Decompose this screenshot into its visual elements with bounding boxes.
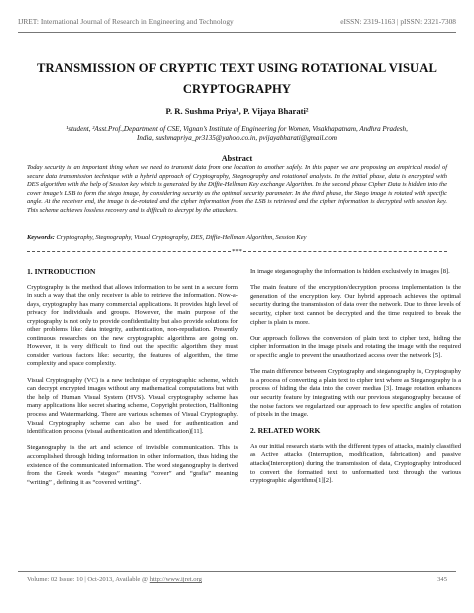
affiliation xyxy=(20,125,454,143)
footer-url-link[interactable]: http://www.ijret.org xyxy=(149,576,202,583)
journal-header xyxy=(18,17,456,26)
paper-title: TRANSMISSION OF CRYPTIC TEXT USING ROTATIONAL VISUAL CRYPTOGRAPHY xyxy=(37,61,437,96)
section-heading-related-work: 2. RELATED WORK xyxy=(250,426,321,436)
paragraph: Steganography is the art and science of invisible communication. This is accomplished through hiding information in other information, thus hiding the existence of the communicated information. The word steganography is derived from the Greek words “stegos” meaning “cover” and “grafia” meaning “writing” , defining it as “covered writing”. xyxy=(27,444,238,486)
keywords-text: Cryptography, Stegnography, Visual Cryptography, DES, Diffie-Hellman Algorithm, Session Key xyxy=(54,234,307,241)
section-separator xyxy=(27,247,447,255)
paragraph: Cryptography is the method that allows information to be sent in a secure form in such a way that the only receiver is able to retrieve the information. Now-a-days, cryptography has many commercial applications. It provides high level of privacy for individuals and groups. However, the main purpose of the cryptography is not only to provide confidentiality but also provide solutions for other problems like: data integrity, authentication, non-repudiation. Presently continuous researches on the new cryptographic algorithms are going on. However, it is very difficult to find out the specific algorithm they must consider various factors like: security, the features of algorithm, the time complexity and space complexity. xyxy=(27,283,238,368)
section-heading-introduction: 1. INTRODUCTION xyxy=(27,267,96,276)
journal-name: IJRET: International Journal of Research in Engineering and Technology xyxy=(18,17,234,26)
paper-authors: P. R. Sushma Priya¹, P. Vijaya Bharati² xyxy=(165,106,309,116)
page-footer xyxy=(27,576,447,583)
affiliation-line-2: India, sushmapriya_pr3135@yahoo.co.in, pvijayabharati@gmail.com xyxy=(136,134,338,143)
left-column xyxy=(27,268,238,495)
paragraph: As our initial research starts with the different types of attacks, mainly classified as Active attacks (Interruption, modification, fabrication) and passive attacks(Interception) during the transmission of data, Cryptography introduced to convert the formatted text to unformatted text through the various cryptographic algorithms[1][2]. xyxy=(250,442,461,485)
paragraph: The main feature of the encryption/decryption process implementation is the generation of the encryption key. Our hybrid approach achieves the optimal security during the transmission of data over the network. Due to three levels of security, cipher text cannot be decrypted and the time required to break the cipher is plain is more. xyxy=(250,284,461,326)
footer-volume xyxy=(27,576,202,583)
separator-line-left xyxy=(27,251,231,252)
paragraph: The main difference between Cryptography and steganography is, Cryptography is a process of converting a plain text to cipher text where as Steganography is a process of hiding the data into the cover medias [3]. Image rotation enhances our security feature by integrating with our previous steganography because of the noise factors we regularized our approach to few specific angles of rotation of pixels in the image. xyxy=(250,368,461,419)
issn: eISSN: 2319-1163 | pISSN: 2321-7308 xyxy=(340,17,456,26)
keywords-label: Keywords: xyxy=(27,234,55,241)
footer-volume-text: Volume: 02 Issue: 10 | Oct-2013, Available @ xyxy=(27,576,150,583)
abstract-heading: Abstract xyxy=(221,154,253,163)
separator-stars: *** xyxy=(232,247,242,255)
separator-line-right xyxy=(243,251,447,252)
paragraph: Our approach follows the conversion of plain text to cipher text, hiding the cipher information in the image pixels and rotating the image with the required or specific angle to prevent the unauthorized access over the network [5]. xyxy=(250,334,461,359)
abstract-text: Today security is an important thing when we need to transmit data from one location to another safely. In this paper we are proposing an empirical model of secure data transmission technique with a hybrid approach of Cryptography, Stegnography and rotational analysis. In the initial phase, data is encrypted with DES algorithm with the help of Session key which is generated by the Diffie-Hellman Key exchange Algorithm. In the second phase Cipher Data is hidden into the cover image’s LSB to form the stego image, by considering security as the optimal security parameter. In the third phase, the Stego image is rotated with specific angle. At the receiver end, the image is de-rotated and the cipher information from the LSB is retrieved and the cipher information is decrypted with session key. This scheme achieves lossless recovery and is difficult to decrypt by the attackers. xyxy=(27,164,447,214)
paragraph: In image steganography the information is hidden exclusively in images [8]. xyxy=(250,268,450,275)
page-number: 345 xyxy=(437,576,447,583)
paragraph: Visual Cryptography (VC) is a new technique of cryptographic scheme, which can decrypt encrypted images without any mathematical computations but with the help of Human Visual System (HVS). Visual cryptography scheme has many applications like secret sharing scheme, Copyright protection, Halftoning process and Watermarking. There are various schemes of Visual Cryptography. Visual Cryptography scheme can also be used for authentication and identification process (visual authentication and identification)[11]. xyxy=(27,376,238,436)
right-column xyxy=(250,268,461,493)
header-rule xyxy=(18,32,456,33)
footer-rule xyxy=(18,571,456,572)
keywords xyxy=(27,234,447,243)
affiliation-line-1: ¹student, ²Asst.Prof.,Department of CSE, Vignan’s Institute of Engineering for Women, Visakhapatnam, Andhra Pradesh, xyxy=(66,125,408,133)
